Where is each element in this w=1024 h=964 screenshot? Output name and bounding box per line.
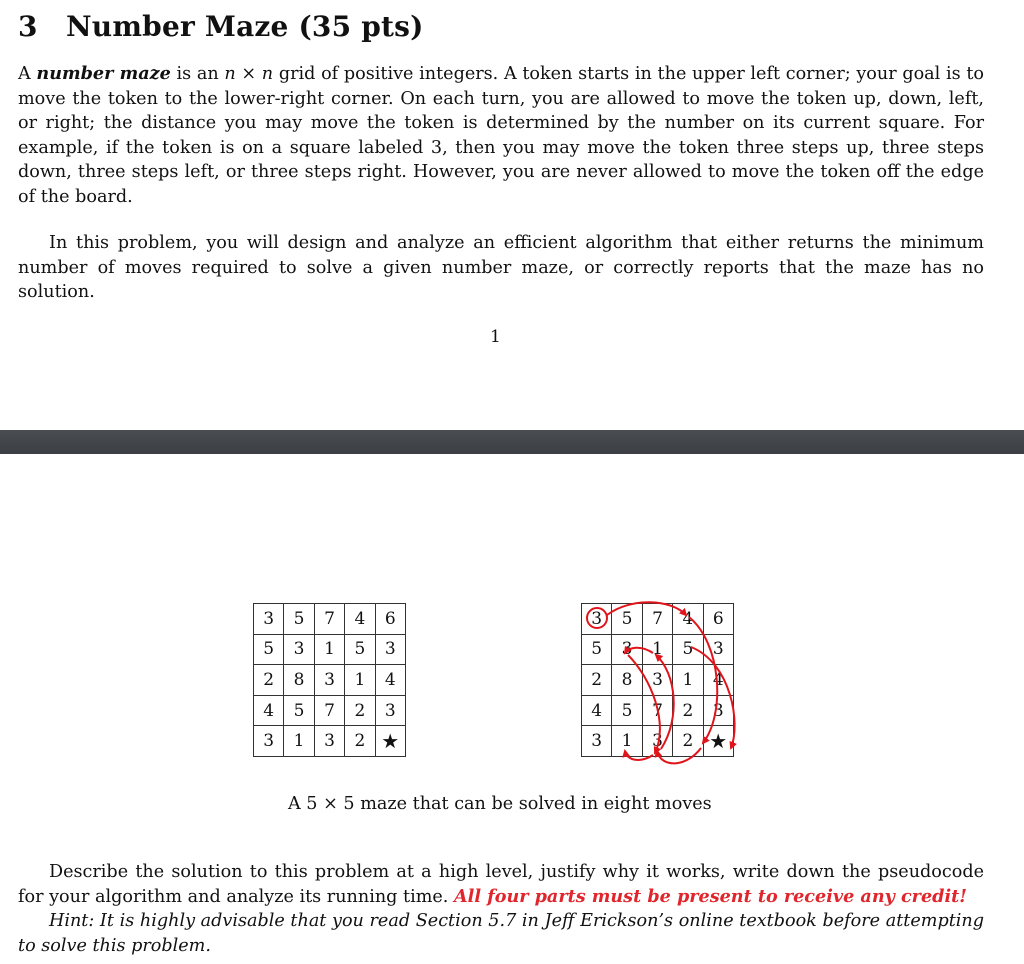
problem-description (18, 62, 984, 210)
maze-cell: 4 (703, 665, 733, 696)
maze-cell: 3 (375, 695, 405, 726)
maze-cell: 8 (284, 665, 314, 696)
maze-cell: 5 (284, 604, 314, 635)
maze-cell: 4 (582, 695, 612, 726)
section-heading (18, 10, 424, 43)
maze-cell: 3 (254, 726, 284, 757)
page-one-bottom (0, 0, 1024, 430)
maze-row (254, 695, 406, 726)
maze-solution-grid (581, 603, 734, 757)
goal-star-icon: ★ (703, 726, 733, 757)
maze-row (254, 726, 406, 757)
maze-row (582, 695, 734, 726)
maze-cell: 7 (642, 695, 672, 726)
maze-cell: 5 (612, 604, 642, 635)
section-title: Number Maze (35 pts) (66, 10, 424, 43)
maze-cell: 7 (314, 604, 344, 635)
text: A (18, 64, 37, 84)
maze-cell: 5 (284, 695, 314, 726)
maze-cell: 1 (612, 726, 642, 757)
maze-cell: 3 (703, 695, 733, 726)
maze-cell: 1 (673, 665, 703, 696)
maze-cell: 4 (673, 604, 703, 635)
maze-cell: 2 (345, 726, 375, 757)
term-number-maze: number maze (36, 63, 171, 84)
maze-cell: 8 (612, 665, 642, 696)
maze-cell: 3 (642, 665, 672, 696)
text: Describe the solution to this problem at a high level, justify why it works, write down the pseudocode for your algorithm and analyze its running time. (18, 862, 984, 907)
maze-cell: 1 (314, 634, 344, 665)
maze-grid (253, 603, 406, 757)
maze-cell: 2 (582, 665, 612, 696)
maze-cell: 5 (582, 634, 612, 665)
maze-cell: 7 (642, 604, 672, 635)
maze-cell: 6 (703, 604, 733, 635)
maze-cell: 4 (375, 665, 405, 696)
hint-text: Hint: It is highly advisable that you read Section 5.7 in Jeff Erickson’s online textbook before attempting to solve this problem. (18, 911, 984, 956)
goal-star-icon: ★ (375, 726, 405, 757)
maze-cell: 3 (314, 726, 344, 757)
maze-cell: 3 (582, 726, 612, 757)
maze-cell: 3 (582, 604, 612, 635)
problem-task: In this problem, you will design and analyze an efficient algorithm that either returns the minimum number of moves required to solve a given number maze, or correctly reports that the maze has no solution. (18, 233, 984, 303)
page-number: 1 (490, 327, 501, 347)
section-number: 3 (18, 10, 38, 43)
maze-cell: 1 (345, 665, 375, 696)
maze-row (254, 665, 406, 696)
maze-cell: 5 (345, 634, 375, 665)
maze-cell: 2 (345, 695, 375, 726)
maze-cell: 6 (375, 604, 405, 635)
maze-cell: 3 (284, 634, 314, 665)
math-n-by-n: n × n (224, 64, 274, 84)
maze-cell: 3 (642, 726, 672, 757)
figure-caption: A 5 × 5 maze that can be solved in eight moves (288, 794, 712, 814)
maze-row (582, 726, 734, 757)
maze-row (582, 634, 734, 665)
maze-cell: 3 (375, 634, 405, 665)
maze-row (254, 634, 406, 665)
maze-cell: 4 (345, 604, 375, 635)
maze-cell: 2 (673, 695, 703, 726)
maze-row (582, 604, 734, 635)
maze-cell: 3 (612, 634, 642, 665)
maze-cell: 2 (673, 726, 703, 757)
maze-cell: 3 (314, 665, 344, 696)
maze-cell: 2 (254, 665, 284, 696)
maze-cell: 3 (703, 634, 733, 665)
maze-cell: 7 (314, 695, 344, 726)
text: is an (170, 64, 225, 84)
maze-cell: 3 (254, 604, 284, 635)
page-separator (0, 430, 1024, 454)
maze-cell: 5 (612, 695, 642, 726)
instructions (18, 860, 984, 958)
credit-warning: All four parts must be present to receive any credit! (454, 885, 967, 907)
maze-cell: 4 (254, 695, 284, 726)
maze-cell: 5 (254, 634, 284, 665)
maze-row (582, 665, 734, 696)
maze-cell: 1 (284, 726, 314, 757)
text: grid of positive integers. A token starts in the upper left corner; your goal is to move the token to the lower-right corner. On each turn, you are allowed to move the token up, down, left, or right; the distance you may move the token is determined by the number on its current square. For example, if the token is on a square labeled 3, then you may move the token three steps up, three steps down, three steps left, or three steps right. However, you are never allowed to move the token off the edge of the board. (18, 64, 984, 207)
maze-row (254, 604, 406, 635)
maze-cell: 5 (673, 634, 703, 665)
maze-cell: 1 (642, 634, 672, 665)
